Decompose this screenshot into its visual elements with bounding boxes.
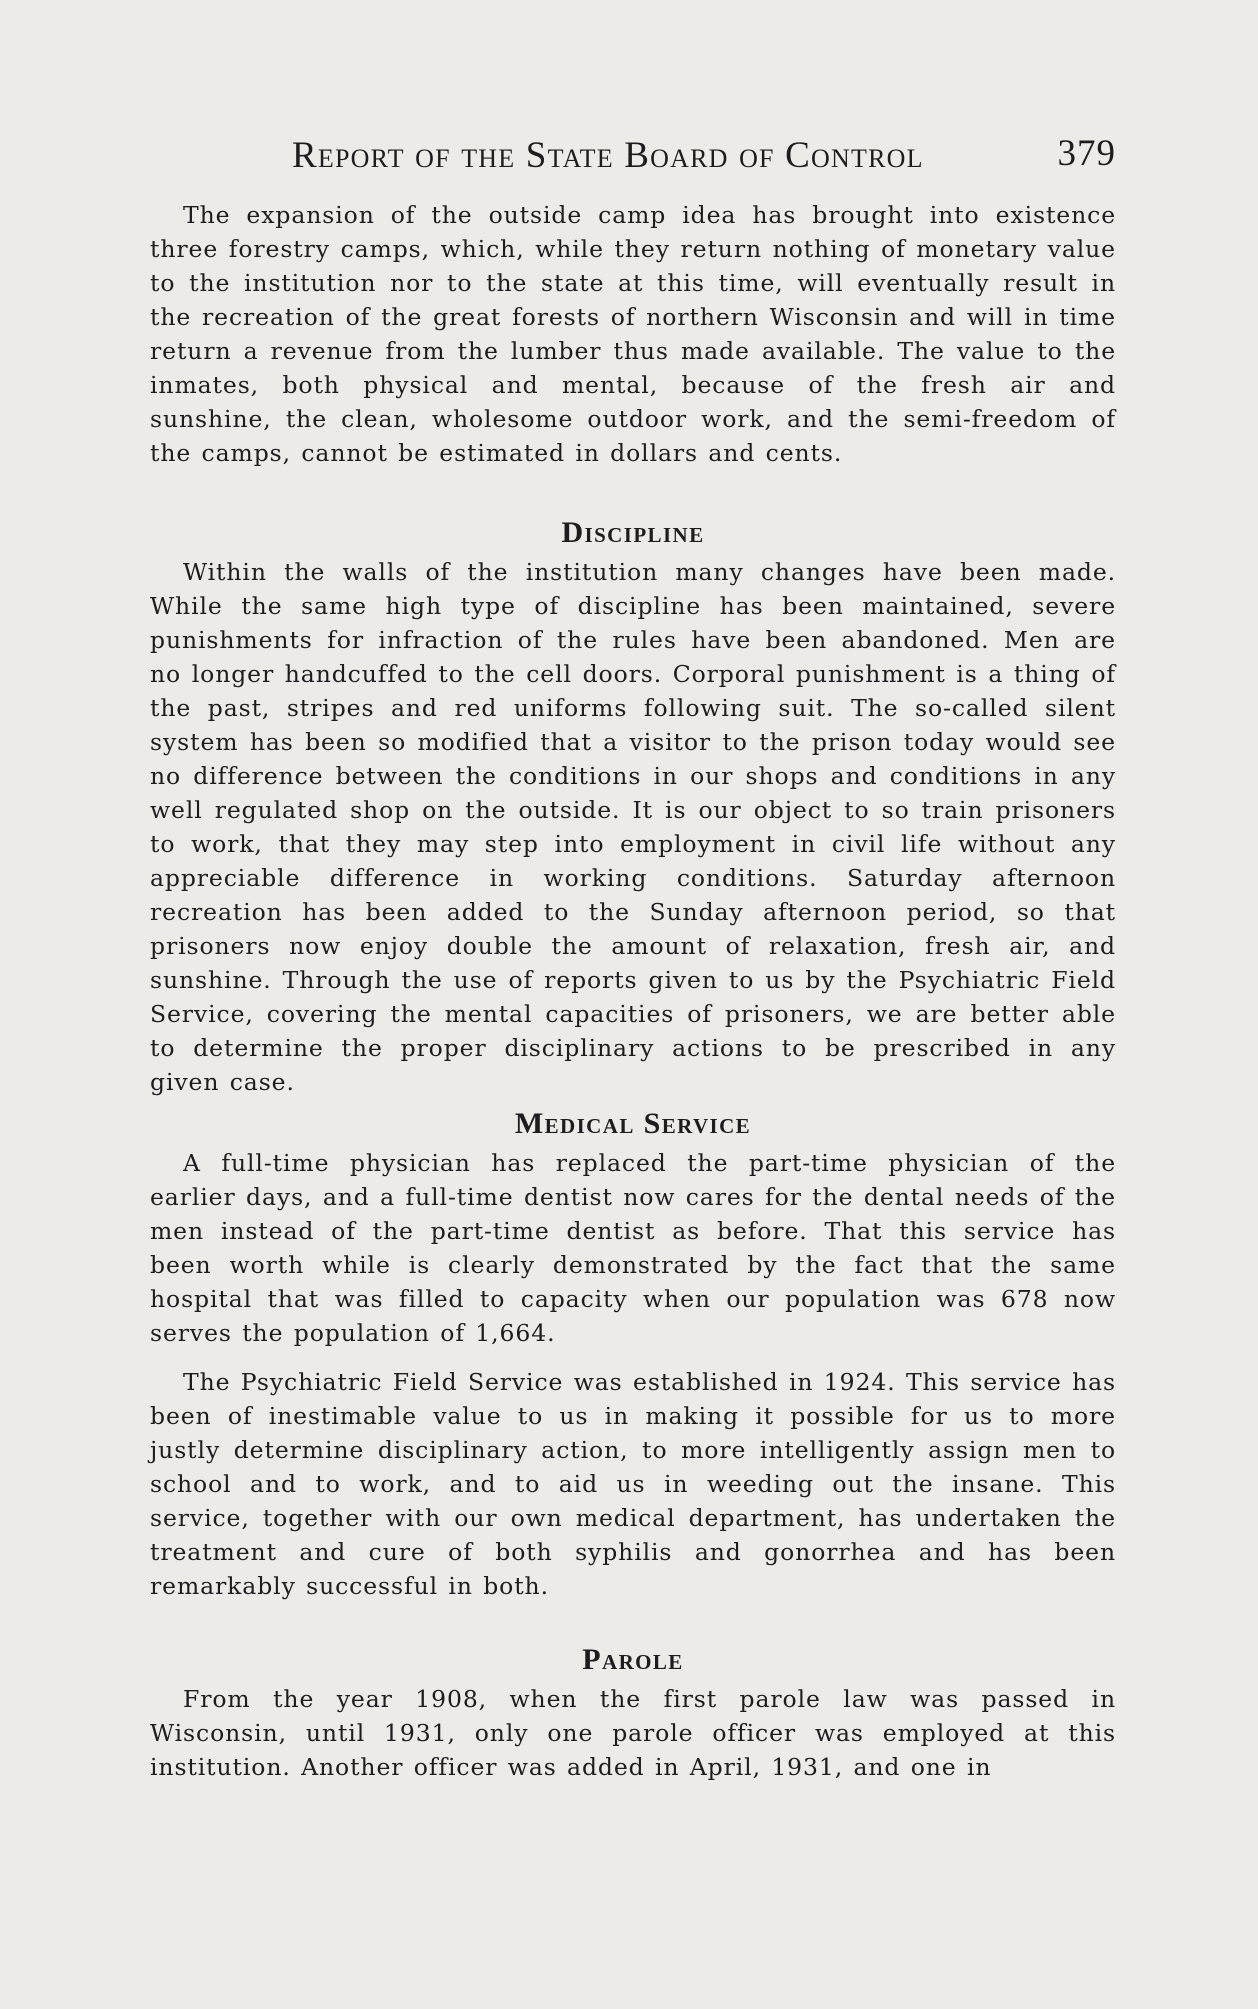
paragraph-parole: From the year 1908, when the first parole law was passed in Wisconsin, until 1931, only one parole officer was employed at this institution. Another officer was added in April, 1931, and one in bbox=[150, 1685, 1116, 1781]
paragraph-forestry-camps: The expansion of the outside camp idea has brought into existence three forestry camps, which, while they return nothing of monetary value to the institution nor to the state at this time, will eventually result in the recreation of the great forests of northern Wisconsin and will in time return a revenue from the lumber thus made available. The value to the inmates, both physical and mental, because of the fresh air and sunshine, the clean, wholesome outdoor work, and the semi-freedom of the camps, cannot be estimated in dollars and cents. bbox=[150, 201, 1116, 467]
paragraph-gap bbox=[150, 1350, 1116, 1365]
running-header bbox=[150, 128, 1116, 178]
page-number: 379 bbox=[1057, 133, 1116, 174]
running-title: Report of the State Board of Control bbox=[292, 135, 924, 176]
heading-discipline: Discipline bbox=[561, 516, 705, 549]
paragraph-discipline: Within the walls of the institution many changes have been made. While the same high type of discipline has been maintained, severe punishments for infraction of the rules have been abandoned. Men are no longer handcuffed to the cell doors. Corporal punishment is a thing of the past, stripes and red uniforms following suit. The so-called silent system has been so modified that a visitor to the prison today would see no difference between the conditions in our shops and conditions in any well regulated shop on the outside. It is our object to so train prisoners to work, that they may step into employment in civil life without any appreciable difference in working conditions. Saturday afternoon recreation has been added to the Sunday afternoon period, so that prisoners now enjoy double the amount of relaxation, fresh air, and sunshine. Through the use of reports given to us by the Psychiatric Field Service, covering the mental capacities of prisoners, we are better able to determine the proper disciplinary actions to be prescribed in any given case. bbox=[150, 558, 1116, 1096]
book-page bbox=[150, 128, 1116, 1988]
heading-parole: Parole bbox=[582, 1643, 684, 1676]
heading-medical-service: Medical Service bbox=[514, 1107, 752, 1140]
paragraph-psychiatric-field-service: The Psychiatric Field Service was established in 1924. This service has been of inestimable value to us in making it possible for us to more justly determine disciplinary action, to more intelligently assign men to school and to work, and to aid us in weeding out the insane. This service, together with our own medical department, has undertaken the treatment and cure of both syphilis and gonorrhea and has been remarkably successful in both. bbox=[150, 1368, 1116, 1600]
paragraph-medical-service: A full-time physician has replaced the part-time physician of the earlier days, and a full-time dentist now cares for the dental needs of the men instead of the part-time dentist as before. That this service has been worth while is clearly demonstrated by the fact that the same hospital that was filled to capacity when our population was 678 now serves the population of 1,664. bbox=[150, 1149, 1116, 1347]
